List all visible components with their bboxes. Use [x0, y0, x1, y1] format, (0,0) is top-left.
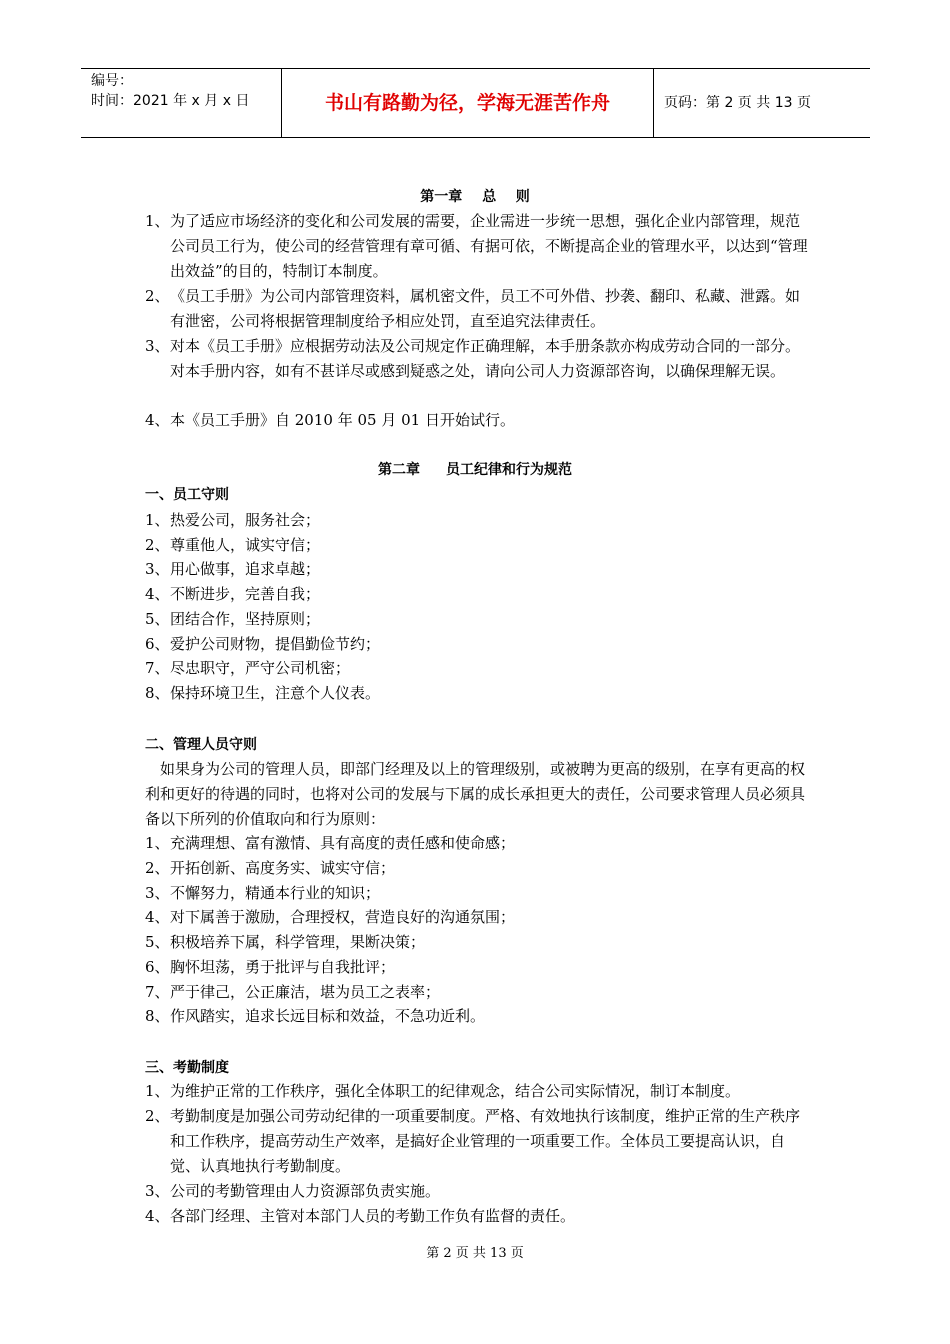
- item-number: 2、: [145, 287, 170, 305]
- list-item: [145, 334, 810, 384]
- item-number: 3、: [145, 560, 170, 578]
- item-text: 用心做事，追求卓越；: [170, 560, 321, 578]
- item-text: 爱护公司财物，提倡勤俭节约；: [170, 635, 381, 653]
- item-text: 公司的考勤管理由人力资源部负责实施。: [170, 1182, 441, 1200]
- header-motto-cell: [282, 69, 654, 137]
- section-2-title: 二、管理人员守则: [145, 737, 257, 753]
- list-item: [145, 508, 810, 533]
- list-item: [145, 955, 810, 980]
- item-text: 考勤制度是加强公司劳动纪律的一项重要制度。严格、有效地执行该制度，维护正常的生产秩序和工作秩序，提高劳动生产效率，是搞好企业管理的一项重要工作。全体员工要提高认识，自觉、认真地执行考勤制度。: [170, 1107, 801, 1175]
- motto: 书山有路勤为径，学海无涯苦作舟: [324, 92, 610, 114]
- list-item: [145, 1004, 810, 1029]
- item-number: 3、: [145, 1182, 170, 1200]
- list-item: [145, 408, 810, 433]
- list-item: [145, 881, 810, 906]
- header-page-cell: [654, 69, 870, 137]
- list-item: [145, 681, 810, 706]
- chapter-2-number: 第二章: [378, 462, 420, 478]
- item-number: 4、: [145, 585, 170, 603]
- item-number: 4、: [145, 411, 170, 429]
- item-text: 严于律己，公正廉洁，堪为员工之表率；: [170, 983, 441, 1001]
- page-header: [81, 68, 870, 138]
- item-number: 5、: [145, 933, 170, 951]
- item-text: 对下属善于激励，合理授权，营造良好的沟通氛围；: [170, 908, 516, 926]
- chapter-1-number: 第一章: [420, 189, 463, 205]
- chapter-2-heading: [0, 458, 950, 482]
- item-number: 5、: [145, 610, 170, 628]
- item-number: 6、: [145, 635, 170, 653]
- list-item: [145, 930, 810, 955]
- list-item: [145, 1179, 810, 1204]
- item-text: 尊重他人，诚实守信；: [170, 536, 321, 554]
- list-item: [145, 656, 810, 681]
- item-number: 8、: [145, 684, 170, 702]
- chapter-1-heading: [0, 185, 950, 209]
- list-item: [145, 632, 810, 657]
- item-number: 3、: [145, 884, 170, 902]
- item-text: 为了适应市场经济的变化和公司发展的需要，企业需进一步统一思想，强化企业内部管理，规范公司员工行为，使公司的经营管理有章可循、有据可依，不断提高企业的管理水平，以达到“管理出效益”的目的，特制订本制度。: [170, 212, 808, 280]
- item-text: 胸怀坦荡，勇于批评与自我批评；: [170, 958, 396, 976]
- item-text: 为维护正常的工作秩序，强化全体职工的纪律观念，结合公司实际情况，制订本制度。: [170, 1082, 741, 1100]
- item-number: 1、: [145, 834, 170, 852]
- list-item: [145, 980, 810, 1005]
- section-1-title: 一、员工守则: [145, 487, 229, 503]
- chapter-1-title: 总 则: [482, 189, 530, 205]
- item-text: 充满理想、富有激情、具有高度的责任感和使命感；: [170, 834, 516, 852]
- item-number: 7、: [145, 983, 170, 1001]
- item-text: 热爱公司，服务社会；: [170, 511, 321, 529]
- list-item: [145, 831, 810, 856]
- chapter-2-title: 员工纪律和行为规范: [446, 462, 572, 478]
- item-number: 1、: [145, 511, 170, 529]
- list-item: [145, 284, 810, 334]
- item-text: 各部门经理、主管对本部门人员的考勤工作负有监督的责任。: [170, 1207, 576, 1225]
- time-label: 时间：2021 年 x 月 x 日: [91, 93, 250, 109]
- item-text: 对本《员工手册》应根据劳动法及公司规定作正确理解，本手册条款亦构成劳动合同的一部分。对本手册内容，如有不甚详尽或感到疑惑之处，请向公司人力资源部咨询，以确保理解无误。: [170, 337, 801, 380]
- page-label: 页码：第 2 页 共 13 页: [664, 95, 811, 111]
- item-number: 1、: [145, 212, 170, 230]
- list-item: [145, 1104, 810, 1178]
- item-number: 4、: [145, 908, 170, 926]
- list-item: [145, 856, 810, 881]
- item-text: 保持环境卫生，注意个人仪表。: [170, 684, 381, 702]
- item-number: 4、: [145, 1207, 170, 1225]
- item-number: 2、: [145, 536, 170, 554]
- item-text: 团结合作，坚持原则；: [170, 610, 321, 628]
- item-text: 积极培养下属，科学管理，果断决策；: [170, 933, 426, 951]
- list-item: [145, 557, 810, 582]
- item-text: 尽忠职守，严守公司机密；: [170, 659, 351, 677]
- item-number: 2、: [145, 1107, 170, 1125]
- header-info-cell: [81, 69, 282, 137]
- item-number: 8、: [145, 1007, 170, 1025]
- item-text: 《员工手册》为公司内部管理资料，属机密文件，员工不可外借、抄袭、翻印、私藏、泄露。如有泄密，公司将根据管理制度给予相应处罚，直至追究法律责任。: [170, 287, 801, 330]
- item-number: 3、: [145, 337, 170, 355]
- section-3-title: 三、考勤制度: [145, 1060, 229, 1076]
- item-text: 作风踏实，追求长远目标和效益，不急功近利。: [170, 1007, 486, 1025]
- list-item: [145, 905, 810, 930]
- list-item: [145, 533, 810, 558]
- list-item: [145, 582, 810, 607]
- item-number: 6、: [145, 958, 170, 976]
- page-footer: 第 2 页 共 13 页: [426, 1246, 524, 1261]
- item-text: 不断进步，完善自我；: [170, 585, 321, 603]
- item-number: 7、: [145, 659, 170, 677]
- list-item: [145, 1079, 810, 1104]
- number-label: 编号：: [91, 73, 133, 89]
- list-item: [145, 607, 810, 632]
- list-item: [145, 1204, 810, 1229]
- item-text: 不懈努力，精通本行业的知识；: [170, 884, 381, 902]
- section-2-intro: 如果身为公司的管理人员，即部门经理及以上的管理级别，或被聘为更高的级别，在享有更高的权利和更好的待遇的同时，也将对公司的发展与下属的成长承担更大的责任，公司要求管理人员必须具备以下所列的价值取向和行为原则：: [145, 760, 806, 828]
- list-item: [145, 209, 810, 283]
- item-text: 本《员工手册》自 2010 年 05 月 01 日开始试行。: [170, 411, 515, 429]
- item-number: 2、: [145, 859, 170, 877]
- item-number: 1、: [145, 1082, 170, 1100]
- item-text: 开拓创新、高度务实、诚实守信；: [170, 859, 396, 877]
